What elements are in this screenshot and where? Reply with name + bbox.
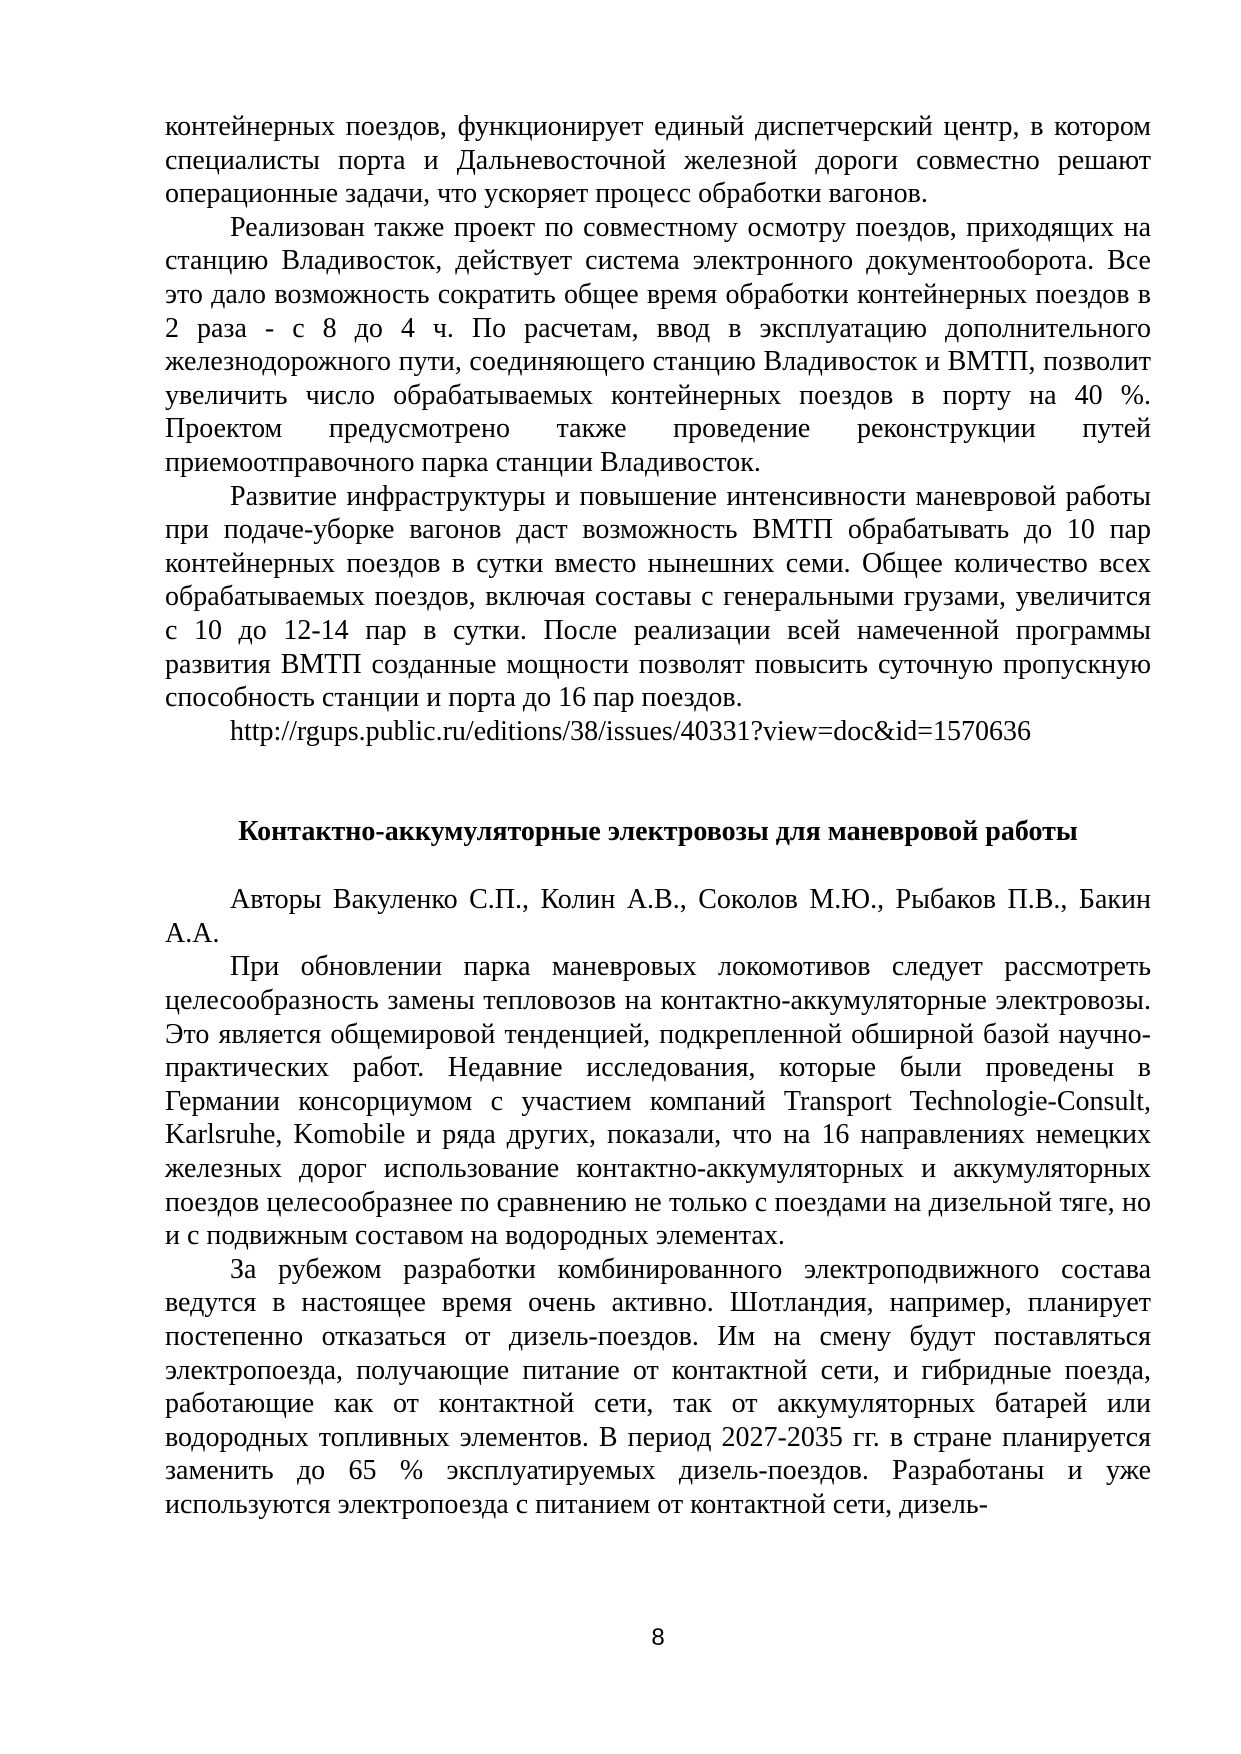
page-number: 8	[651, 1624, 665, 1651]
paragraph-fleet-renewal: При обновлении парка маневровых локомотивов следует рассмотреть целесообразность замены тепловозов на контактно-аккумуляторные электровозы. Это является общемировой тенденцией, подкрепленной обширной базой научно-практических работ. Недавние исследования, которые были проведены в Германии консорциумом с участием компаний Transport Technologie-Consult, Karlsruhe, Komobile и ряда других, показали, что на 16 направлениях немецких железных дорог использование контактно-аккумуляторных и аккумуляторных поездов целесообразнее по сравнению не только с поездами на дизельной тяге, но и с подвижным составом на водородных элементах.	[165, 951, 1151, 1252]
paragraph-continuation: контейнерных поездов, функционирует единый диспетчерский центр, в котором специалисты порта и Дальневосточной железной дороги совместно решают операционные задачи, что ускоряет процесс обработки вагонов.	[165, 111, 1151, 210]
source-url: http://rgups.public.ru/editions/38/issues/40331?view=doc&id=1570636	[230, 715, 1032, 747]
section-heading: Контактно-аккумуляторные электровозы для маневровой работы	[238, 816, 1078, 848]
paragraph-foreign-development: За рубежом разработки комбинированного электроподвижного состава ведутся в настоящее время очень активно. Шотландия, например, планирует постепенно отказаться от дизель-поездов. Им на смену будут поставляться электропоезда, получающие питание от контактной сети, и гибридные поезда, работающие как от контактной сети, так от аккумуляторных батарей или водородных топливных элементов. В период 2027-2035 гг. в стране планируется заменить до 65 % эксплуатируемых дизель-поездов. Разработаны и уже используются электропоезда с питанием от контактной сети, дизель-	[165, 1253, 1151, 1520]
page-content	[165, 110, 1151, 1522]
paragraph-infrastructure: Развитие инфраструктуры и повышение интенсивности маневровой работы при подаче-уборке вагонов даст возможность ВМТП обрабатывать до 10 пар контейнерных поездов в сутки вместо нынешних семи. Общее количество всех обрабатываемых поездов, включая составы с генеральными грузами, увеличится с 10 до 12-14 пар в сутки. После реализации всей намеченной программы развития ВМТП созданные мощности позволят повысить суточную пропускную способность станции и порта до 16 пар поездов.	[165, 480, 1151, 714]
authors-paragraph: Авторы Вакуленко С.П., Колин А.В., Соколов М.Ю., Рыбаков П.В., Бакин А.А.	[165, 884, 1151, 949]
paragraph-joint-inspection: Реализован также проект по совместному осмотру поездов, приходящих на станцию Владивосток, действует система электронного документооборота. Все это дало возможность сократить общее время обработки контейнерных поездов в 2 раза - с 8 до 4 ч. По расчетам, ввод в эксплуатацию дополнительного железнодорожного пути, соединяющего станцию Владивосток и ВМТП, позволит увеличить число обрабатываемых контейнерных поездов в порту на 40 %. Проектом предусмотрено также проведение реконструкции путей приемоотправочного парка станции Владивосток.	[165, 211, 1151, 478]
